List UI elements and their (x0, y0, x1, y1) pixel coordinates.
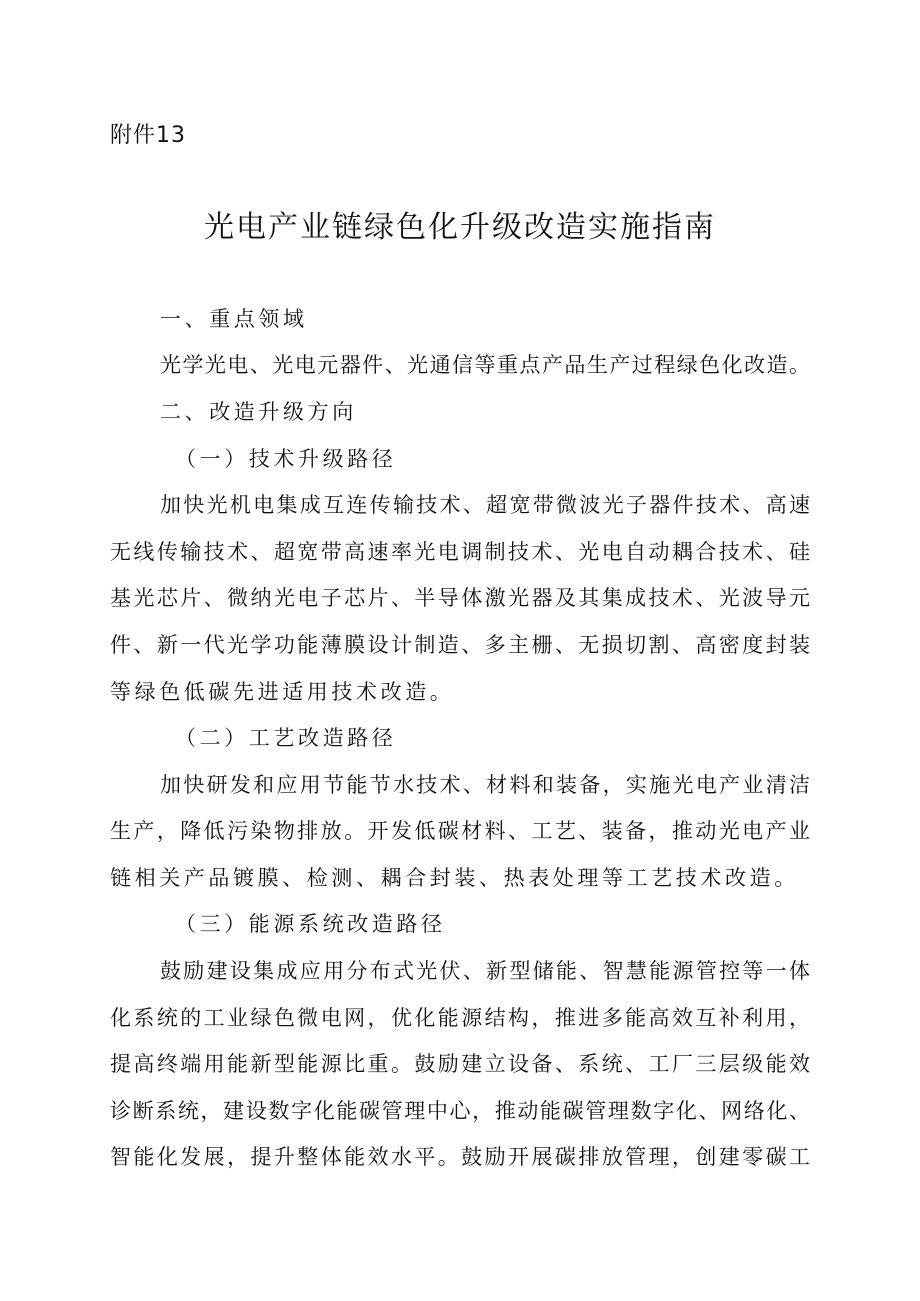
paragraph-line: 基光芯片、微纳光电子芯片、半导体激光器及其集成技术、光波导元 (110, 586, 810, 610)
paragraph-line: 化系统的工业绿色微电网，优化能源结构，推进多能高效互补利用， (110, 1006, 810, 1030)
paragraph-line: 件、新一代光学功能薄膜设计制造、多主栅、无损切割、高密度封装 (110, 633, 810, 657)
paragraph-line: 光学光电、光电元器件、光通信等重点产品生产过程绿色化改造。 (160, 353, 810, 377)
paragraph-line: 智能化发展，提升整体能效水平。鼓励开展碳排放管理，创建零碳工 (110, 1145, 810, 1169)
section-heading-2: 二、改造升级方向 (160, 400, 357, 424)
paragraph-line: 等绿色低碳先进适用技术改造。 (110, 680, 455, 704)
paragraph-line: 诊断系统，建设数字化能碳管理中心，推动能碳管理数字化、网络化、 (110, 1099, 810, 1123)
section-heading-1: 一、重点领域 (160, 307, 308, 331)
paragraph-line: 加快研发和应用节能节水技术、材料和装备，实施光电产业清洁 (160, 773, 810, 797)
paragraph-line: 链相关产品镀膜、检测、耦合封装、热表处理等工艺技术改造。 (110, 866, 799, 890)
paragraph-line: 鼓励建设集成应用分布式光伏、新型储能、智慧能源管控等一体 (160, 959, 810, 983)
subsection-heading-1: （一）技术升级路径 (175, 447, 397, 471)
paragraph-line: 无线传输技术、超宽带高速率光电调制技术、光电自动耦合技术、硅 (110, 540, 810, 564)
paragraph-line: 生产，降低污染物排放。开发低碳材料、工艺、装备，推动光电产业 (110, 819, 810, 843)
attachment-label: 附件13 (110, 123, 186, 148)
paragraph-line: 加快光机电集成互连传输技术、超宽带微波光子器件技术、高速 (160, 493, 810, 517)
document-title: 光电产业链绿色化升级改造实施指南 (204, 210, 716, 245)
subsection-heading-2: （二）工艺改造路径 (175, 726, 397, 750)
subsection-heading-3: （三）能源系统改造路径 (175, 912, 446, 936)
paragraph-line: 提高终端用能新型能源比重。鼓励建立设备、系统、工厂三层级能效 (110, 1052, 810, 1076)
